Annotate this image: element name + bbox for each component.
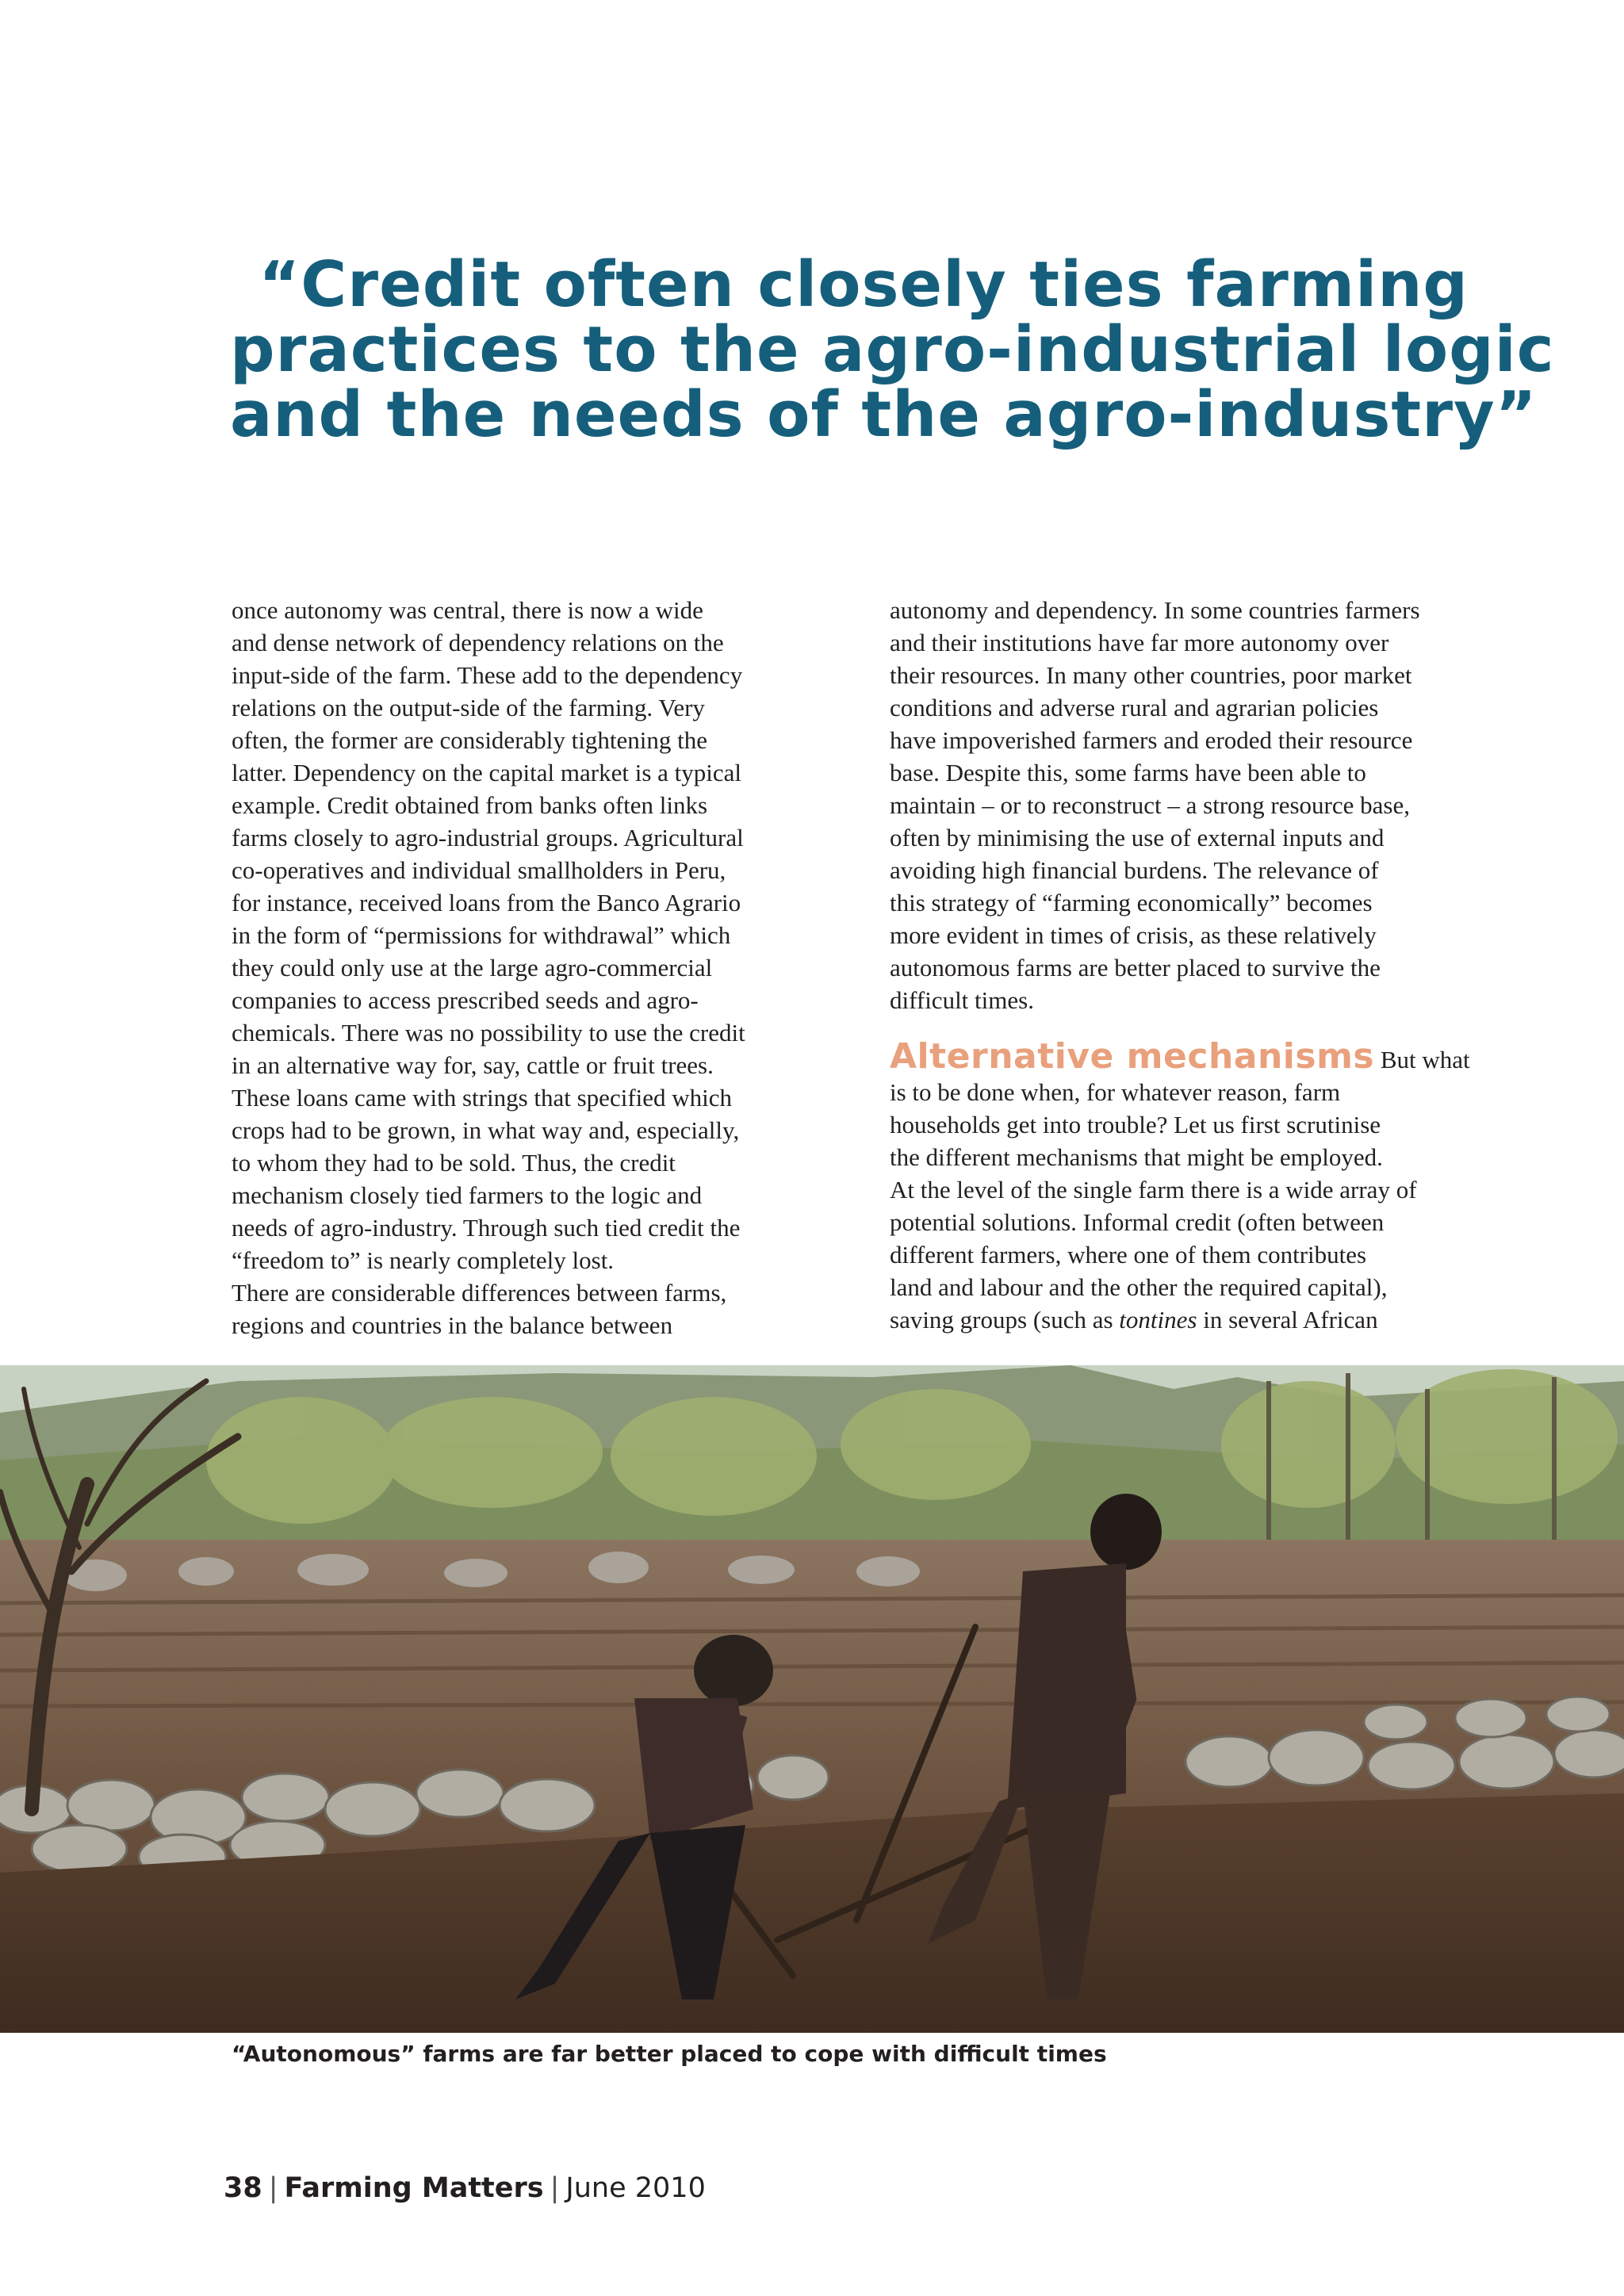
text-line: often by minimising the use of external inputs and (890, 824, 1385, 851)
text-line: There are considerable differences between farms, (232, 1279, 727, 1307)
text-line: autonomy and dependency. In some countries farmers (890, 596, 1420, 624)
section-subheading: Alternative mechanisms (890, 1036, 1375, 1077)
pull-quote-line: and the needs of the agro-industry” (230, 378, 1538, 451)
text-line: more evident in times of crisis, as these relatively (890, 921, 1377, 949)
text-line: in the form of “permissions for withdrawal” which (232, 921, 731, 949)
right-text-column (890, 594, 1477, 1336)
text-line: the different mechanisms that might be employed. (890, 1143, 1383, 1171)
text-line: latter. Dependency on the capital market is a typical (232, 759, 741, 786)
pull-quote-line: practices to the agro-industrial logic (230, 313, 1555, 386)
text-line: maintain – or to reconstruct – a strong resource base, (890, 791, 1410, 819)
text-line: base. Despite this, some farms have been able to (890, 759, 1366, 786)
subheading-line (890, 1036, 1477, 1077)
text-line: and dense network of dependency relations on the (232, 629, 724, 656)
text-line: different farmers, where one of them contributes (890, 1241, 1367, 1269)
pull-quote (230, 248, 1555, 451)
text-line: they could only use at the large agro-commercial (232, 954, 713, 982)
issue-date: June 2010 (565, 2172, 706, 2204)
page-footer (224, 2172, 706, 2204)
text-line: land and labour and the other the required capital), (890, 1273, 1388, 1301)
text-line: avoiding high financial burdens. The relevance of (890, 856, 1379, 884)
text-line: potential solutions. Informal credit (often between (890, 1208, 1385, 1236)
footer-separator: | (268, 2172, 278, 2204)
publication-name: Farming Matters (284, 2172, 544, 2204)
text-line: regions and countries in the balance between (232, 1311, 673, 1339)
italic-term: tontines (1119, 1306, 1197, 1334)
text-line: chemicals. There was no possibility to use the credit (232, 1019, 745, 1047)
photo-caption: “Autonomous” farms are far better placed to cope with difficult times (232, 2041, 1107, 2067)
text-line: households get into trouble? Let us first scrutinise (890, 1111, 1381, 1138)
text-line: relations on the output-side of the farming. Very (232, 694, 705, 721)
text-fragment: saving groups (such as (890, 1306, 1120, 1334)
text-line: example. Credit obtained from banks often links (232, 791, 708, 819)
text-line: in an alternative way for, say, cattle or fruit trees. (232, 1051, 714, 1079)
text-line: needs of agro-industry. Through such tied credit the (232, 1214, 741, 1242)
text-line: often, the former are considerably tightening the (232, 726, 707, 754)
text-fragment: in several African (1197, 1306, 1378, 1334)
text-line: “freedom to” is nearly completely lost. (232, 1246, 615, 1274)
text-line: mechanism closely tied farmers to the logic and (232, 1181, 703, 1209)
text-line: input-side of the farm. These add to the dependency (232, 661, 743, 689)
text-line: this strategy of “farming economically” becomes (890, 889, 1373, 916)
left-text-column (232, 594, 818, 1341)
farm-photo (0, 1365, 1624, 2033)
text-line: is to be done when, for whatever reason, farm (890, 1078, 1341, 1106)
subheading-run-in-text: But what (1374, 1046, 1470, 1073)
text-line: have impoverished farmers and eroded their resource (890, 726, 1413, 754)
text-line (890, 1303, 1477, 1336)
text-line: and their institutions have far more autonomy over (890, 629, 1389, 656)
pull-quote-line: “Credit often closely ties farming (259, 248, 1469, 321)
text-line: difficult times. (890, 986, 1034, 1014)
text-line: farms closely to agro-industrial groups. Agricultural (232, 824, 744, 851)
text-line: At the level of the single farm there is a wide array of (890, 1176, 1417, 1203)
text-line: autonomous farms are better placed to survive the (890, 954, 1381, 982)
text-line: crops had to be grown, in what way and, especially, (232, 1116, 740, 1144)
text-line: their resources. In many other countries, poor market (890, 661, 1412, 689)
text-line: conditions and adverse rural and agrarian policies (890, 694, 1379, 721)
footer-separator: | (550, 2172, 560, 2204)
text-line: These loans came with strings that specified which (232, 1084, 733, 1112)
text-line: to whom they had to be sold. Thus, the credit (232, 1149, 676, 1177)
text-line: companies to access prescribed seeds and agro- (232, 986, 699, 1014)
text-line: co-operatives and individual smallholders in Peru, (232, 856, 726, 884)
text-line: for instance, received loans from the Banco Agrario (232, 889, 741, 916)
text-line: once autonomy was central, there is now a wide (232, 596, 703, 624)
page-number: 38 (224, 2172, 262, 2204)
